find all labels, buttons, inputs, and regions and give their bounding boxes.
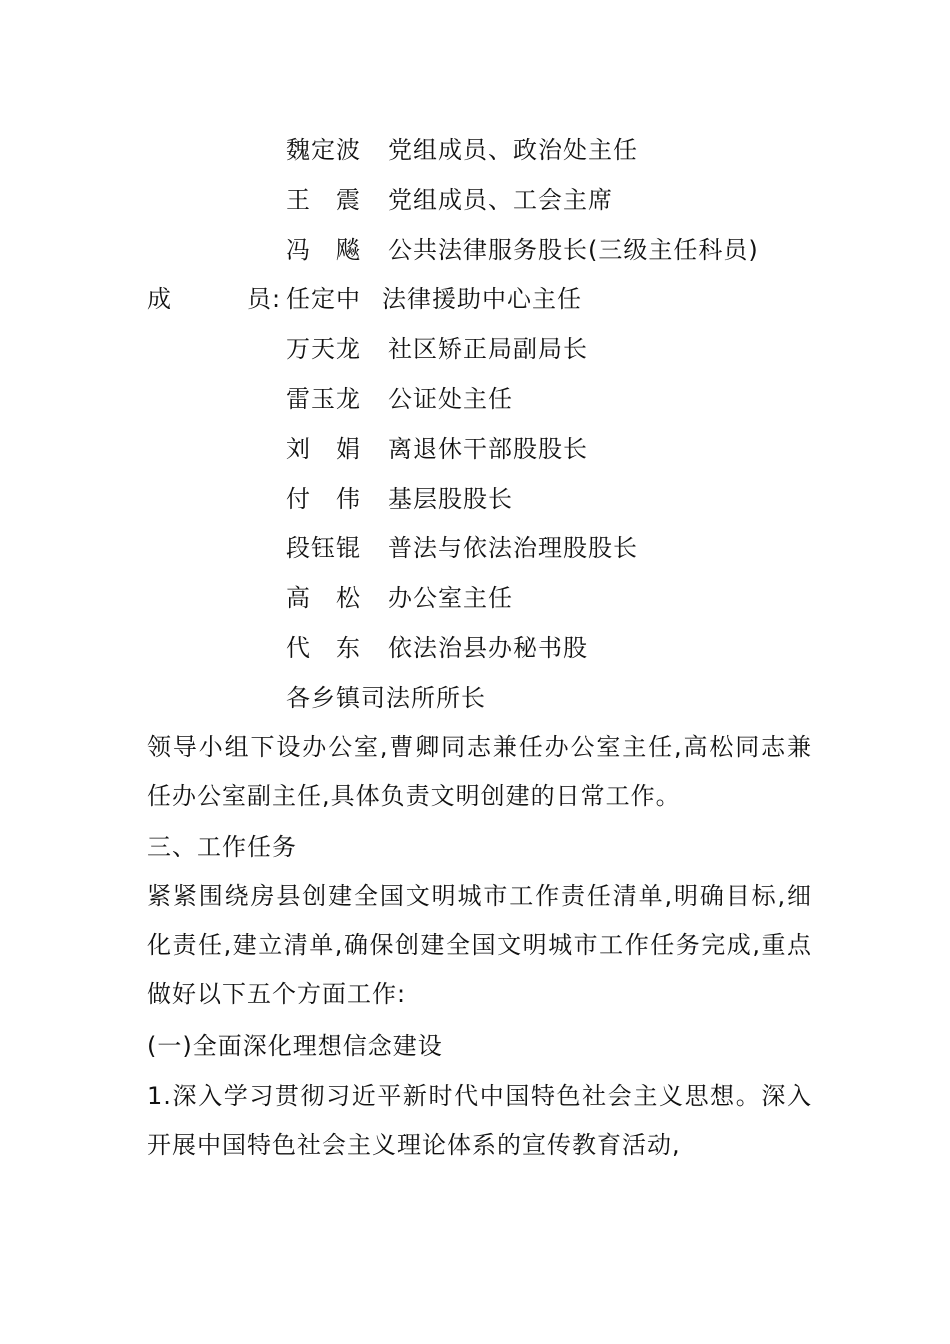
member-name: 段钰锟 <box>286 534 361 562</box>
member-title: 基层股股长 <box>388 485 513 513</box>
member-title: 公证处主任 <box>388 385 513 413</box>
member-title: 公共法律服务股长(三级主任科员) <box>388 236 759 264</box>
member-title: 法律援助中心主任 <box>382 285 582 313</box>
member-title: 普法与依法治理股股长 <box>388 534 638 562</box>
member-title: 党组成员、政治处主任 <box>388 136 638 164</box>
task-paragraph: 紧紧围绕房县创建全国文明城市工作责任清单,明确目标,细化责任,建立清单,确保创建全国文明城市工作任务完成,重点做好以下五个方面工作: <box>147 882 812 1008</box>
member-title: 社区矫正局副局长 <box>388 335 588 363</box>
member-name: 任定中 <box>286 285 361 313</box>
member-name: 付 伟 <box>286 485 361 513</box>
member-name: 王 震 <box>286 186 361 214</box>
member-name: 万天龙 <box>286 335 361 363</box>
member-name: 雷玉龙 <box>286 385 361 413</box>
member-name: 冯 飚 <box>286 236 361 264</box>
member-title: 党组成员、工会主席 <box>388 186 613 214</box>
subsection-heading: (一)全面深化理想信念建设 <box>147 1032 443 1060</box>
township-offices-line: 各乡镇司法所所长 <box>286 684 486 712</box>
members-label: 成 员: <box>147 285 282 313</box>
member-name: 魏定波 <box>286 136 361 164</box>
member-title: 办公室主任 <box>388 584 513 612</box>
member-name: 刘 娟 <box>286 435 361 463</box>
section-heading: 三、工作任务 <box>147 833 297 861</box>
member-title: 离退休干部股股长 <box>388 435 588 463</box>
office-paragraph: 领导小组下设办公室,曹卿同志兼任办公室主任,高松同志兼任办公室副主任,具体负责文明创建的日常工作。 <box>147 733 812 810</box>
member-name: 高 松 <box>286 584 361 612</box>
member-title: 依法治县办秘书股 <box>388 634 588 662</box>
item-paragraph: 1.深入学习贯彻习近平新时代中国特色社会主义思想。深入开展中国特色社会主义理论体系的宣传教育活动, <box>147 1082 812 1159</box>
member-name: 代 东 <box>286 634 361 662</box>
